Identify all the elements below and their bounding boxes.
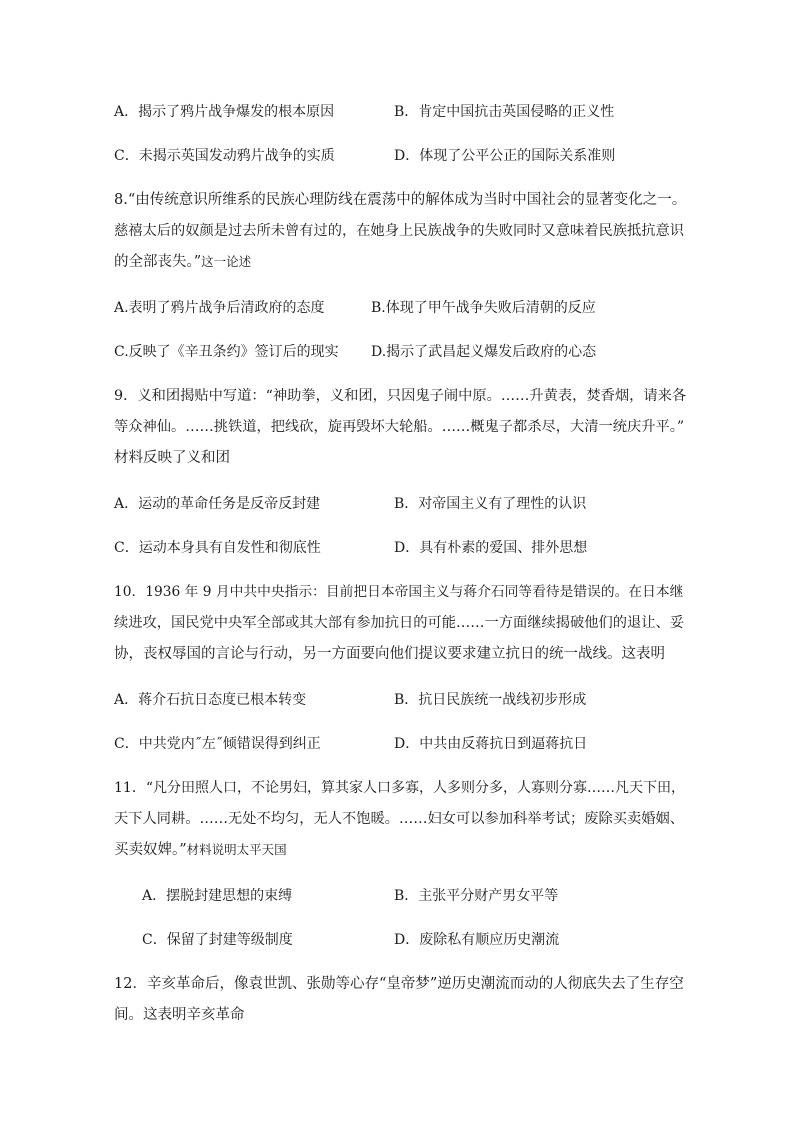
- q8-stem-line-3: [114, 252, 686, 272]
- q7-option-a: A．揭示了鸦片战争爆发的根本原因: [114, 104, 335, 120]
- q9-option-a: A．运动的革命任务是反帝反封建: [114, 496, 321, 512]
- q10-option-a: A．蒋介石抗日态度已根本转变: [114, 692, 307, 708]
- q12-stem-line-1: 12．辛亥革命后，像袁世凯、张勋等心存“皇帝梦”逆历史潮流而动的人彻底失去了生存空: [114, 976, 684, 992]
- q8-option-c: C.反映了《辛丑条约》签订后的现实: [114, 344, 339, 360]
- q11-stem-quote-end: 买卖奴婢。”: [114, 842, 187, 858]
- q9-stem-line-1: 9．义和团揭贴中写道：“神助拳，义和团，只因鬼子闹中原。……升黄表，焚香烟，请来各: [114, 388, 687, 404]
- q11-option-b: B．主张平分财产男女平等: [394, 888, 559, 904]
- q7-option-c: C．未揭示英国发动鸦片战争的实质: [114, 148, 335, 164]
- q10-option-d: D．中共由反蒋抗日到逼蒋抗日: [394, 736, 588, 752]
- q10-option-b: B．抗日民族统一战线初步形成: [394, 692, 587, 708]
- q11-stem-tail: 材料说明太平天国: [186, 842, 287, 857]
- q11-stem-line-1: 11．“凡分田照人口，不论男妇，算其家人口多寡，人多则分多，人寡则分寡……凡天下田，: [114, 780, 685, 796]
- q8-option-b: B.体现了甲午战争失败后清朝的反应: [371, 300, 596, 316]
- q8-stem-quote-end: 的全部丧失。”: [114, 254, 202, 270]
- q9-stem-line-3: 材料反映了义和团: [114, 450, 230, 466]
- q10-option-c: C．中共党内˝左˝倾错误得到纠正: [114, 736, 321, 752]
- q12-stem-line-2: 间。这表明辛亥革命: [114, 1007, 245, 1023]
- q8-stem-line-2: 慈禧太后的奴颜是过去所未曾有过的，在她身上民族战争的失败同时又意味着民族抵抗意识: [114, 223, 685, 239]
- q10-stem-line-3: 协，丧权辱国的言论与行动，另一方面要向他们提议要求建立抗日的统一战线。这表明: [114, 646, 665, 662]
- q11-stem-line-2: 天下人同耕。……无处不均匀，无人不饱暖。……妇女可以参加科举考试；废除买卖婚姻、: [114, 811, 685, 827]
- q9-stem-line-2: 等众神仙。……挑铁道，把线砍，旋再毁坏大轮船。……概鬼子都杀尽，大清一统庆升平。”: [114, 419, 685, 435]
- q7-option-b: B．肯定中国抗击英国侵略的正义性: [394, 104, 615, 120]
- q7-option-d: D．体现了公平公正的国际关系准则: [394, 148, 616, 164]
- q11-stem-line-3: [114, 840, 686, 860]
- q8-option-d: D.揭示了武昌起义爆发后政府的心态: [371, 344, 597, 360]
- q11-option-c: C．保留了封建等级制度: [142, 932, 293, 948]
- q9-option-c: C．运动本身具有自发性和彻底性: [114, 540, 321, 556]
- q9-option-d: D．具有朴素的爱国、排外思想: [394, 540, 588, 556]
- q10-stem-line-2: 续进攻，国民党中央军全部或其大部有参加抗日的可能……一方面继续揭破他们的退让、妥: [114, 615, 685, 631]
- q8-stem-tail: 这一论述: [201, 254, 252, 269]
- q8-stem-line-1: 8.“由传统意识所维系的民族心理防线在震荡中的解体成为当时中国社会的显著变化之一。: [114, 192, 687, 208]
- q8-option-a: A.表明了鸦片战争后清政府的态度: [114, 300, 325, 316]
- q10-stem-line-1: 10．1936 年 9 月中共中央指示：目前把日本帝国主义与蒋介石同等看待是错误的。在日本继: [114, 584, 684, 600]
- q11-option-a: A．摆脱封建思想的束缚: [142, 888, 293, 904]
- q9-option-b: B．对帝国主义有了理性的认识: [394, 496, 587, 512]
- q11-option-d: D．废除私有顺应历史潮流: [394, 932, 560, 948]
